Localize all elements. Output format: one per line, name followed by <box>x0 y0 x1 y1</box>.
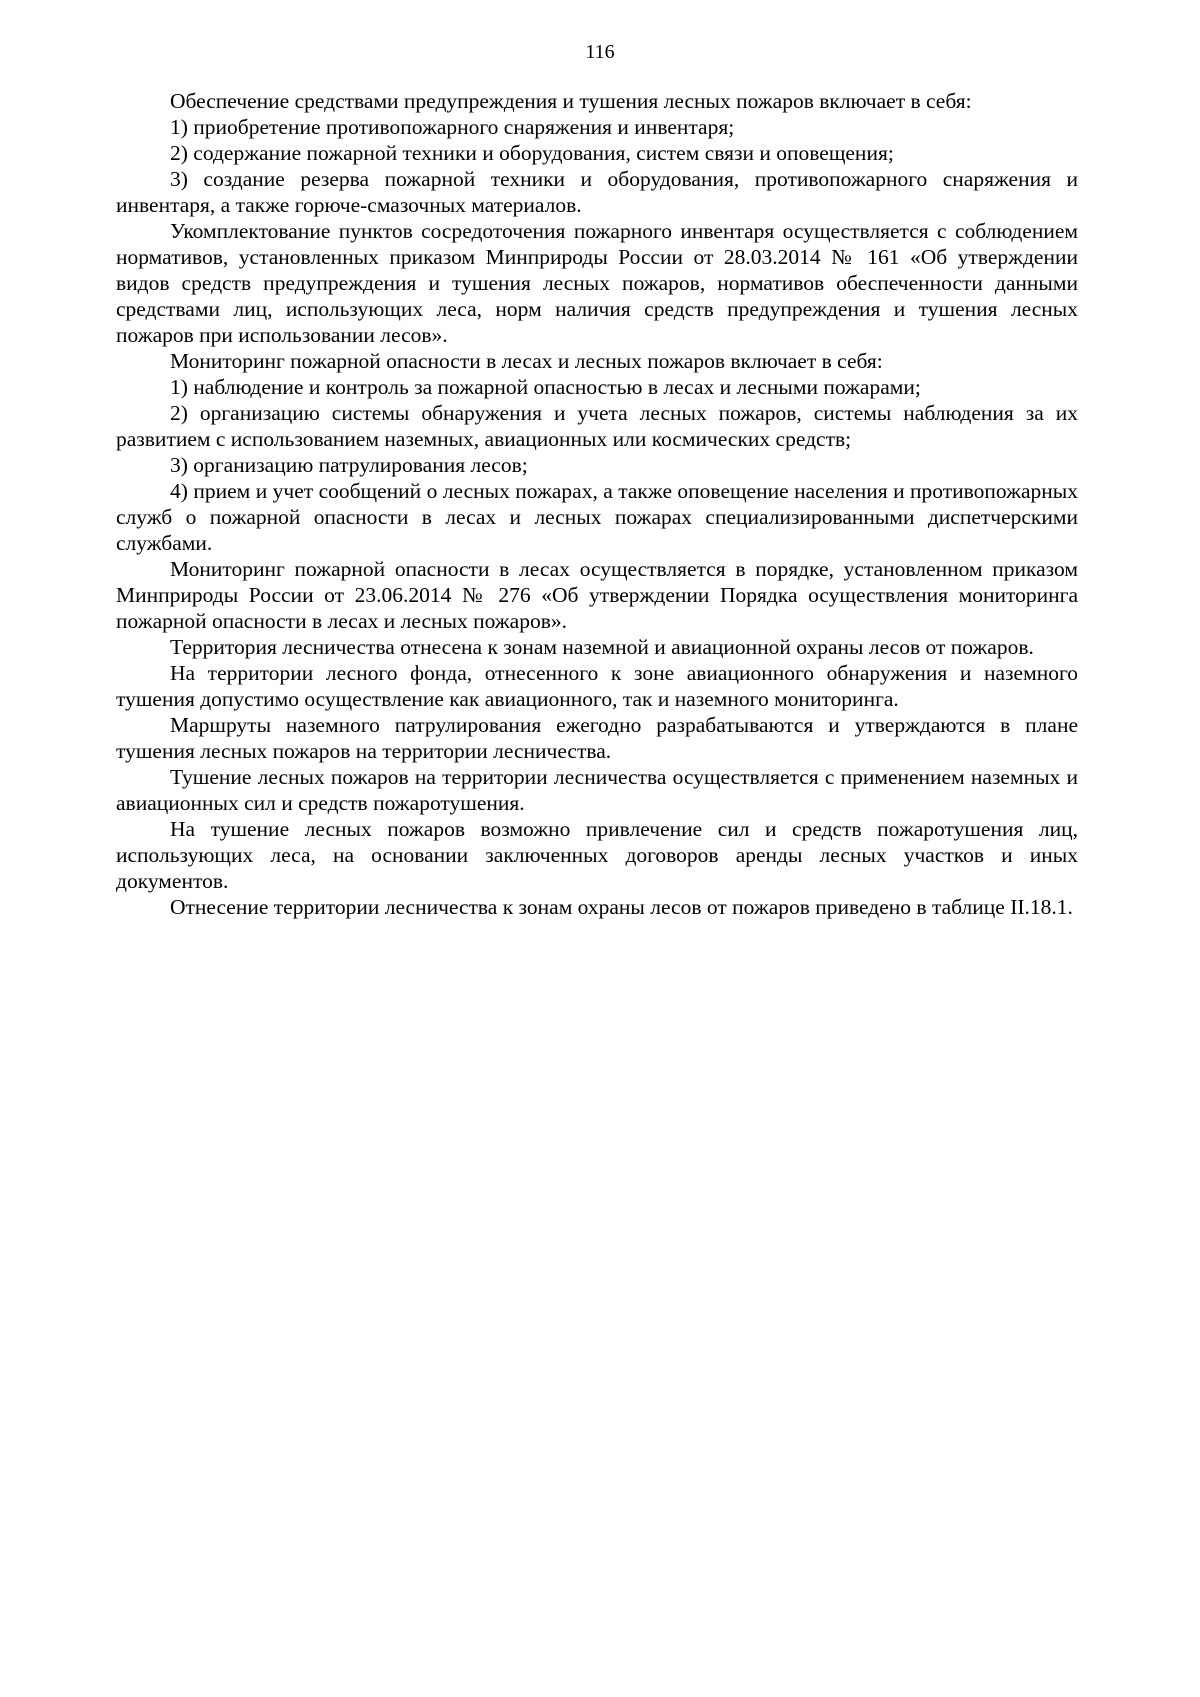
body-text <box>116 88 1078 920</box>
paragraph-item-acquisition: 1) приобретение противопожарного снаряжения и инвентаря; <box>170 115 735 139</box>
paragraph-item-observation: 1) наблюдение и контроль за пожарной опасностью в лесах и лесными пожарами; <box>170 375 921 399</box>
paragraph-item-reports: 4) прием и учет сообщений о лесных пожарах, а также оповещение населения и противопожарных служб о пожарной опасности в лесах и лесных пожарах специализированными диспетчерскими службами. <box>116 479 1078 555</box>
paragraph-table-reference: Отнесение территории лесничества к зонам охраны лесов от пожаров приведено в таблице II.18.1. <box>170 895 1073 919</box>
paragraph-equipment-points: Укомплектование пунктов сосредоточения пожарного инвентаря осуществляется с соблюдением нормативов, установленных приказом Минприроды России от 28.03.2014 № 161 «Об утверждении видов средств предупреждения и тушения лесных пожаров, нормативов обеспеченности данными средствами лиц, использующих леса, норм наличия средств предупреждения и тушения лесных пожаров при использовании лесов». <box>116 219 1078 347</box>
paragraph-item-detection-system: 2) организацию системы обнаружения и учета лесных пожаров, системы наблюдения за их развитием с использованием наземных, авиационных или космических средств; <box>116 401 1078 451</box>
paragraph-item-reserve: 3) создание резерва пожарной техники и оборудования, противопожарного снаряжения и инвентаря, а также горюче-смазочных материалов. <box>116 167 1078 217</box>
paragraph-monitoring-includes: Мониторинг пожарной опасности в лесах и лесных пожаров включает в себя: <box>170 349 883 373</box>
paragraph-item-patrolling: 3) организацию патрулирования лесов; <box>170 453 528 477</box>
paragraph-fire-suppression: Тушение лесных пожаров на территории лесничества осуществляется с применением наземных и авиационных сил и средств пожаротушения. <box>116 765 1078 815</box>
paragraph-territory-zones: Территория лесничества отнесена к зонам наземной и авиационной охраны лесов от пожаров. <box>170 635 1034 659</box>
paragraph-forest-fund: На территории лесного фонда, отнесенного к зоне авиационного обнаружения и наземного тушения допустимо осуществление как авиационного, так и наземного мониторинга. <box>116 661 1078 711</box>
paragraph-patrol-routes: Маршруты наземного патрулирования ежегодно разрабатываются и утверждаются в плане тушения лесных пожаров на территории лесничества. <box>116 713 1078 763</box>
paragraph-item-maintenance: 2) содержание пожарной техники и оборудования, систем связи и оповещения; <box>170 141 894 165</box>
paragraph-suppression-forces: На тушение лесных пожаров возможно привлечение сил и средств пожаротушения лиц, использующих леса, на основании заключенных договоров аренды лесных участков и иных документов. <box>116 817 1078 893</box>
paragraph-monitoring-order: Мониторинг пожарной опасности в лесах осуществляется в порядке, установленном приказом Минприроды России от 23.06.2014 № 276 «Об утверждении Порядка осуществления мониторинга пожарной опасности в лесах и лесных пожаров». <box>116 557 1078 633</box>
page-number: 116 <box>585 41 615 63</box>
paragraph-fire-prevention-means: Обеспечение средствами предупреждения и тушения лесных пожаров включает в себя: <box>170 89 972 113</box>
